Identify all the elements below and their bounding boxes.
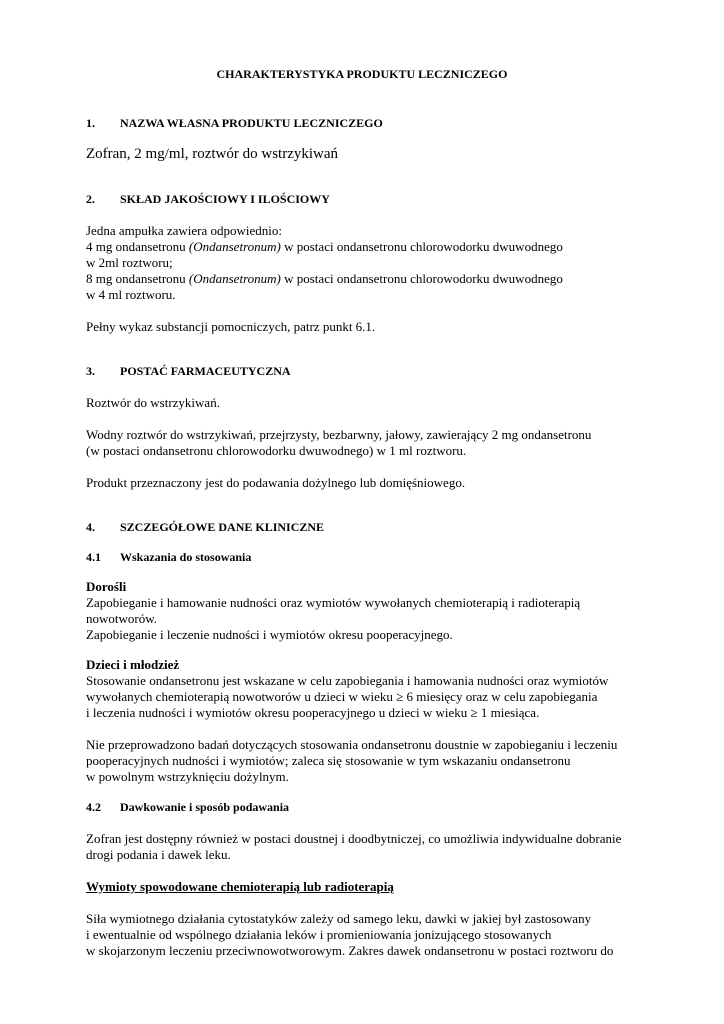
section-3-heading xyxy=(86,363,638,379)
latin-name: (Ondansetronum) xyxy=(188,271,281,286)
adults-heading: Dorośli xyxy=(86,579,127,594)
section-1-number: 1. xyxy=(86,116,95,130)
subsection-4-2-number: 4.2 xyxy=(86,800,101,814)
dosage-forms-note: Zofran jest dostępny również w postaci doustnej i doodbytniczej, co umożliwia indywidualne dobranie drogi podania i dawek leku. xyxy=(86,831,622,862)
composition-line-4: w 4 ml roztworu. xyxy=(86,287,176,302)
section-4-heading xyxy=(86,519,638,535)
composition-paragraph xyxy=(86,223,638,303)
subsection-4-2-title: Dawkowanie i sposób podawania xyxy=(120,800,290,814)
emetogenic-paragraph: Siła wymiotnego działania cytostatyków zależy od samego leku, dawki w jakiej był zastosowany i ewentualnie od wspólnego działania leków i promieniowania jonizującego stosowanych w skojarzonym leczeniu przeciwnowotworowym. Zakres dawek ondansetronu w postaci roztworu do xyxy=(86,911,614,958)
administration-route: Produkt przeznaczony jest do podawania dożylnego lub domięśniowego. xyxy=(86,475,466,490)
composition-intro: Jedna ampułka zawiera odpowiednio: xyxy=(86,223,283,238)
section-3-title: POSTAĆ FARMACEUTYCZNA xyxy=(120,364,291,378)
section-1-heading xyxy=(86,115,638,131)
section-4-title: SZCZEGÓŁOWE DANE KLINICZNE xyxy=(120,520,325,534)
composition-line-2: w 2ml roztworu; xyxy=(86,255,173,270)
section-4-number: 4. xyxy=(86,520,95,534)
oral-use-note: Nie przeprowadzono badań dotyczących stosowania ondansetronu doustnie w zapobieganiu i leczeniu pooperacyjnych nudności i wymiotów; zaleca się stosowanie w tym wskazaniu ondansetronu w powolnym wstrzyknięciu dożylnym. xyxy=(86,737,618,784)
dosage-form: Roztwór do wstrzykiwań. xyxy=(86,395,220,410)
children-indications: Dzieci i młodzież Stosowanie ondansetronu jest wskazane w celu zapobiegania i hamowania nudności oraz wymiotów wywołanych chemioterapią nowotworów u dzieci w wieku ≥ 6 miesięcy oraz w celu zapobiegania i leczenia nudności i wymiotów okresu pooperacyjnego u dzieci w wieku ≥ 1 miesiąca. xyxy=(86,657,638,721)
product-name: Zofran, 2 mg/ml, roztwór do wstrzykiwań xyxy=(86,146,339,162)
adults-indications: Dorośli Zapobieganie i hamowanie nudności oraz wymiotów wywołanych chemioterapią i radioterapią nowotworów. Zapobieganie i leczenie nudności i wymiotów okresu pooperacyjnego. xyxy=(86,579,638,643)
subsection-4-1-title: Wskazania do stosowania xyxy=(120,550,252,564)
section-1-title: NAZWA WŁASNA PRODUKTU LECZNICZEGO xyxy=(120,116,383,130)
solution-description: Wodny roztwór do wstrzykiwań, przejrzysty, bezbarwny, jałowy, zawierający 2 mg ondansetronu (w postaci ondansetronu chlorowodorku dwuwodnego) w 1 ml roztworu. xyxy=(86,427,592,458)
section-2-number: 2. xyxy=(86,192,95,206)
subsection-4-2-heading xyxy=(86,799,638,815)
section-2-title: SKŁAD JAKOŚCIOWY I ILOŚCIOWY xyxy=(120,192,330,206)
section-3-number: 3. xyxy=(86,364,95,378)
subsection-4-1-number: 4.1 xyxy=(86,550,101,564)
excipients-note: Pełny wykaz substancji pomocniczych, patrz punkt 6.1. xyxy=(86,319,376,334)
composition-line-3: 8 mg ondansetronu (Ondansetronum) w postaci ondansetronu chlorowodorku dwuwodnego xyxy=(86,271,563,286)
children-heading: Dzieci i młodzież xyxy=(86,657,180,672)
subsection-4-1-heading xyxy=(86,549,638,565)
document-title: CHARAKTERYSTYKA PRODUKTU LECZNICZEGO xyxy=(216,67,508,81)
latin-name: (Ondansetronum) xyxy=(188,239,281,254)
composition-line-1: 4 mg ondansetronu (Ondansetronum) w postaci ondansetronu chlorowodorku dwuwodnego xyxy=(86,239,563,254)
vomiting-heading: Wymioty spowodowane chemioterapią lub radioterapią xyxy=(86,879,394,894)
section-2-heading xyxy=(86,191,638,207)
